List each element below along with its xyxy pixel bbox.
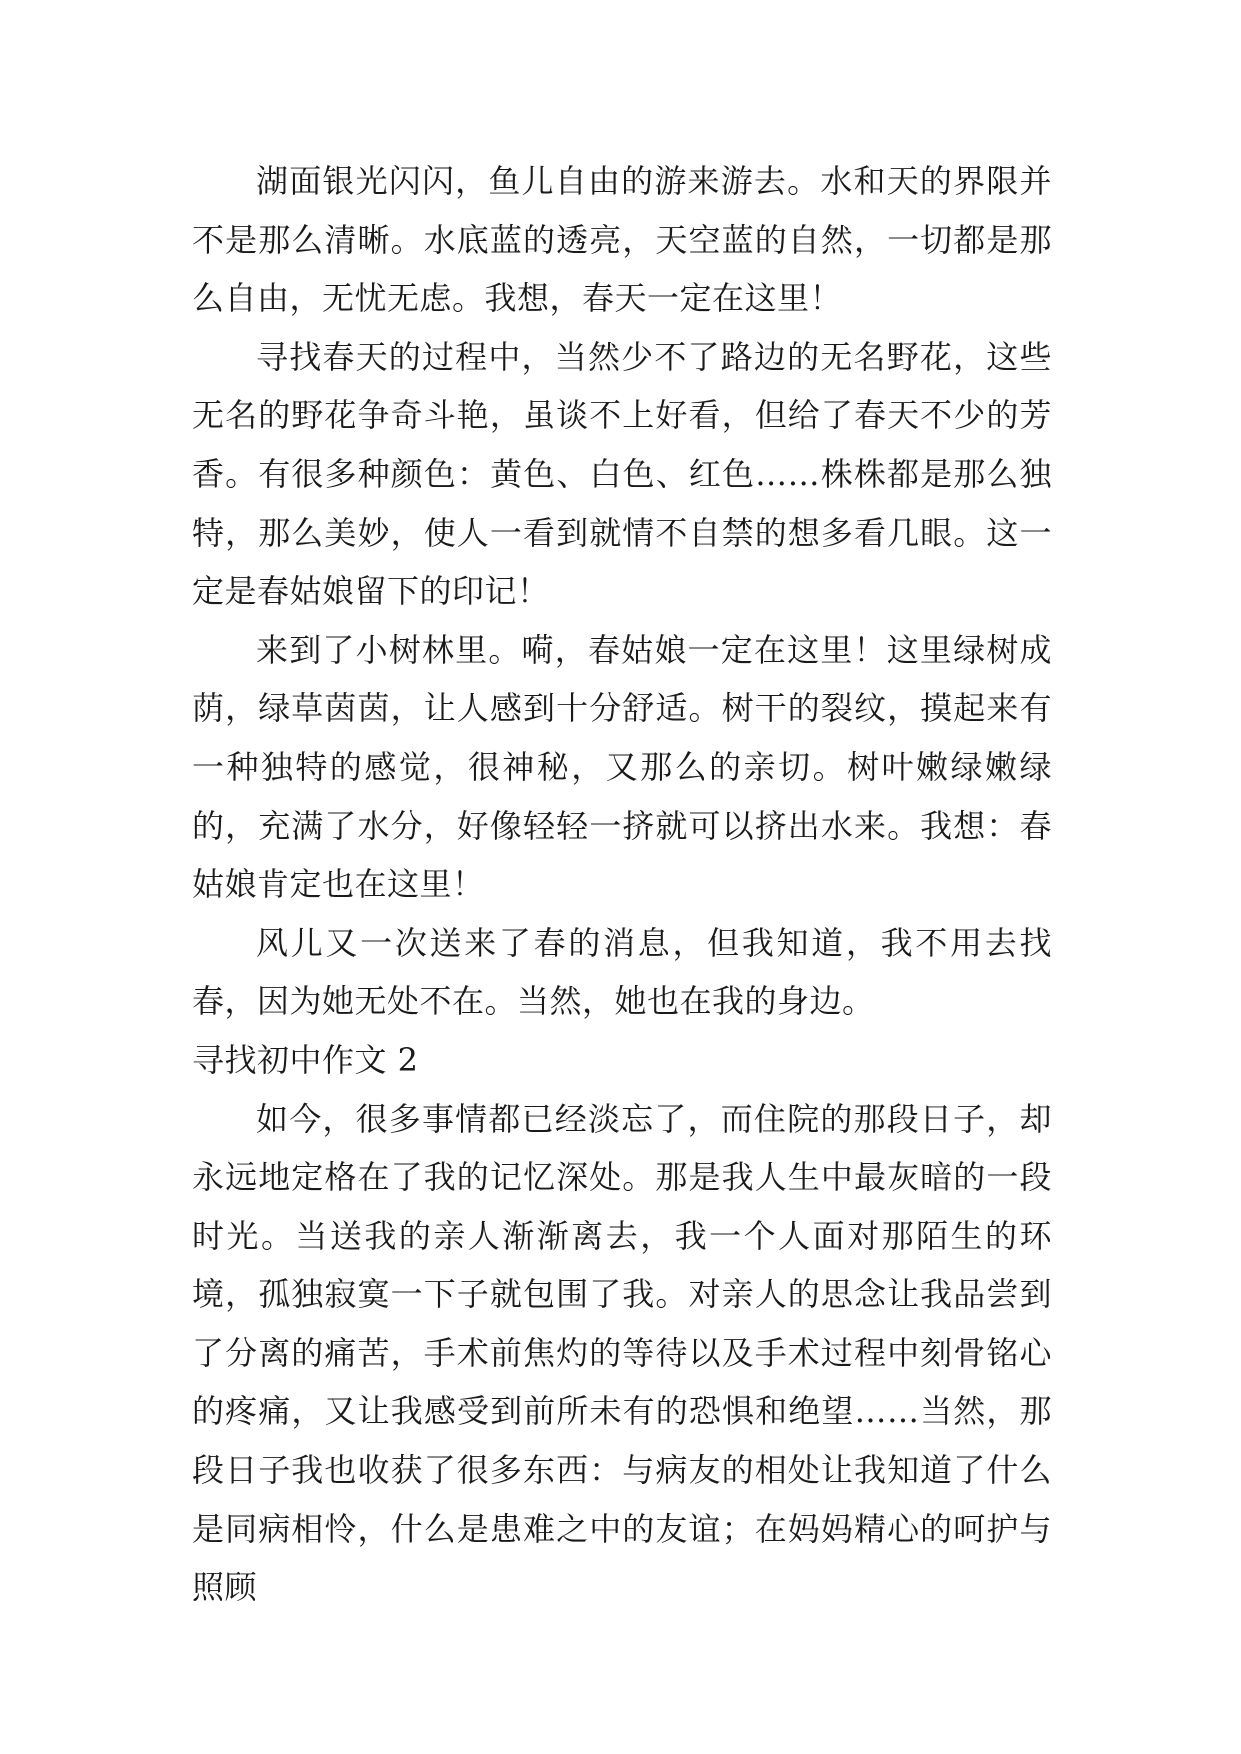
document-body xyxy=(192,152,1052,1617)
paragraph-wildflowers: 寻找春天的过程中，当然少不了路边的无名野花，这些无名的野花争奇斗艳，虽谈不上好看，但给了春天不少的芳香。有很多种颜色：黄色、白色、红色……株株都是那么独特，那么美妙，使人一看到就情不自禁的想多看几眼。这一定是春姑娘留下的印记！ xyxy=(192,337,1052,611)
section-title: 寻找初中作文 2 xyxy=(192,1040,419,1079)
paragraph-lake: 湖面银光闪闪，鱼儿自由的游来游去。水和天的界限并不是那么清晰。水底蓝的透亮，天空蓝的自然，一切都是那么自由，无忧无虑。我想，春天一定在这里！ xyxy=(192,162,1052,318)
paragraph-hospital: 如今，很多事情都已经淡忘了，而住院的那段日子，却永远地定格在了我的记忆深处。那是我人生中最灰暗的一段时光。当送我的亲人渐渐离去，我一个人面对那陌生的环境，孤独寂寞一下子就包围了我。对亲人的思念让我品尝到了分离的痛苦，手术前焦灼的等待以及手术过程中刻骨铭心的疼痛，又让我感受到前所未有的恐惧和绝望……当然，那段日子我也收获了很多东西：与病友的相处让我知道了什么是同病相怜，什么是患难之中的友谊；在妈妈精心的呵护与照顾 xyxy=(192,1099,1052,1607)
paragraph-woods: 来到了小树林里。嗬，春姑娘一定在这里！这里绿树成荫，绿草茵茵，让人感到十分舒适。树干的裂纹，摸起来有一种独特的感觉，很神秘，又那么的亲切。树叶嫩绿嫩绿的，充满了水分，好像轻轻一挤就可以挤出水来。我想：春姑娘肯定也在这里！ xyxy=(192,630,1052,904)
paragraph-wind: 风儿又一次送来了春的消息，但我知道，我不用去找春，因为她无处不在。当然，她也在我的身边。 xyxy=(192,923,1052,1021)
